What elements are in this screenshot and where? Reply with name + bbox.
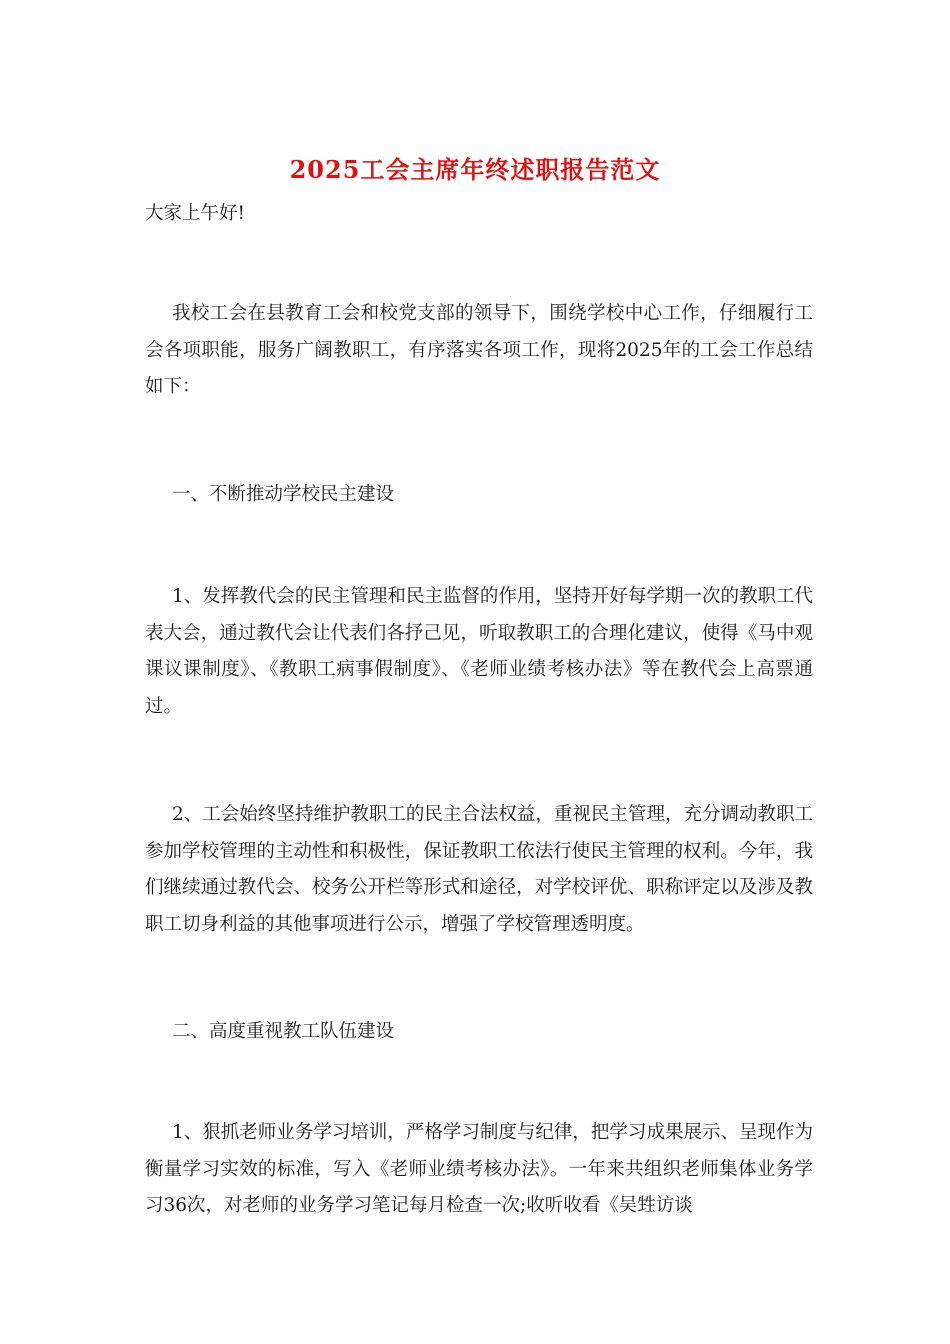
paragraph: 2、工会始终坚持维护教职工的民主合法权益，重视民主管理，充分调动教职工参加学校管理的主动性和积极性，保证教职工依法行使民主管理的权利。今年，我们继续通过教代会、校务公开栏等形式和途径，对学校评优、职称评定以及涉及教职工切身利益的其他事项进行公示，增强了学校管理透明度。 <box>145 804 813 935</box>
section-heading-1: 一、不断推动学校民主建设 <box>172 484 395 505</box>
intro-paragraph: 我校工会在县教育工会和校党支部的领导下，围绕学校中心工作，仔细履行工会各项职能，服务广阔教职工，有序落实各项工作，现将2025年的工会工作总结如下： <box>145 303 813 397</box>
document-title: 2025工会主席年终述职报告范文 <box>289 155 661 184</box>
paragraph: 1、狠抓老师业务学习培训，严格学习制度与纪律，把学习成果展示、呈现作为衡量学习实效的标准，写入《老师业绩考核办法》。一年来共组织老师集体业务学习36次，对老师的业务学习笔记每月检查一次;收听收看《吴甡访谈 <box>145 1122 813 1216</box>
greeting: 大家上午好! <box>145 203 245 224</box>
section-heading-2: 二、高度重视教工队伍建设 <box>172 1021 395 1042</box>
paragraph: 1、发挥教代会的民主管理和民主监督的作用，坚持开好每学期一次的教职工代表大会，通过教代会让代表们各抒己见，听取教职工的合理化建议，使得《马中观课议课制度》、《教职工病事假制度》、《老师业绩考核办法》等在教代会上高票通过。 <box>145 586 813 717</box>
